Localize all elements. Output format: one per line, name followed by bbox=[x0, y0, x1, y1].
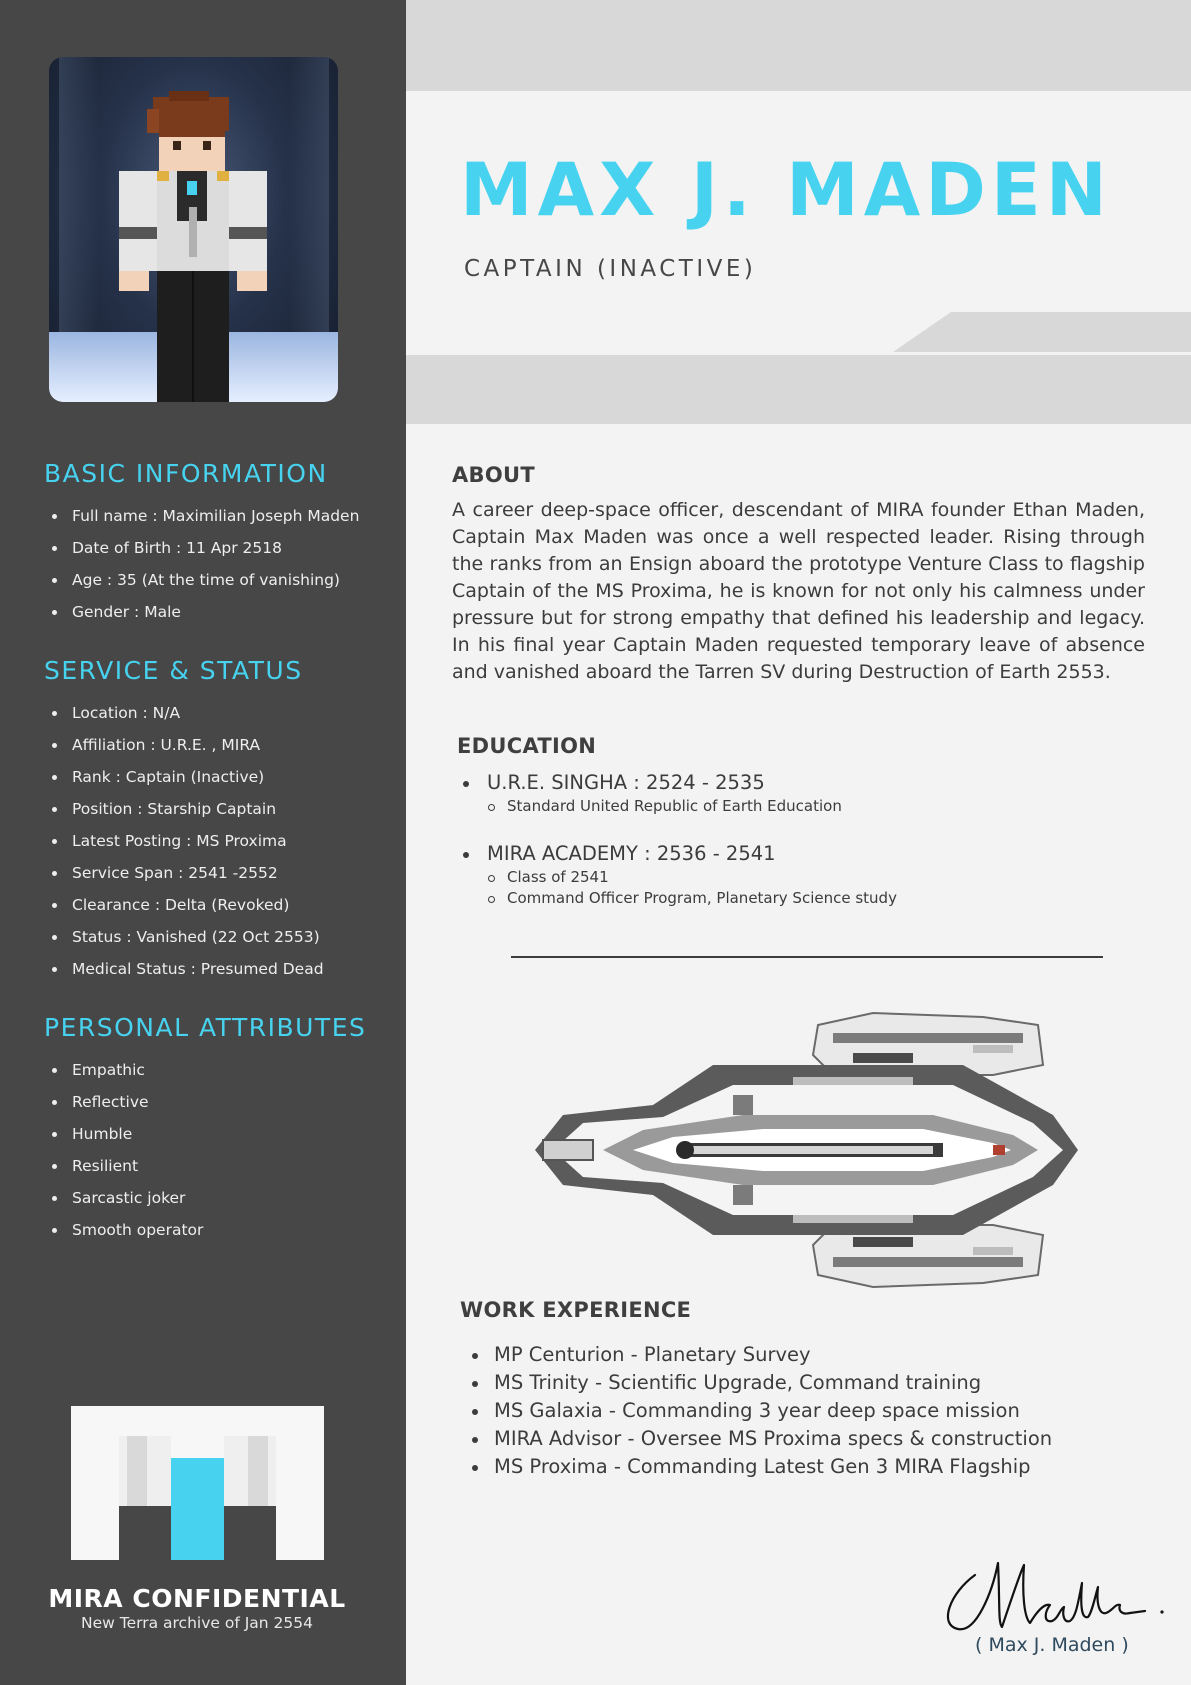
list-item: MS Trinity - Scientific Upgrade, Command training bbox=[470, 1369, 1052, 1397]
list-item: Position : Starship Captain bbox=[52, 793, 324, 825]
education-list bbox=[463, 841, 897, 909]
education-entry bbox=[463, 770, 842, 817]
work-experience-list bbox=[470, 1341, 1052, 1481]
list-item: Clearance : Delta (Revoked) bbox=[52, 889, 324, 921]
list-item: Medical Status : Presumed Dead bbox=[52, 953, 324, 985]
education-entry bbox=[463, 841, 897, 909]
list-item: MS Galaxia - Commanding 3 year deep space mission bbox=[470, 1397, 1052, 1425]
portrait-image bbox=[49, 57, 338, 402]
list-item: Status : Vanished (22 Oct 2553) bbox=[52, 921, 324, 953]
work-experience-heading: WORK EXPERIENCE bbox=[460, 1298, 692, 1322]
education-heading: EDUCATION bbox=[457, 734, 597, 758]
rank-subtitle: CAPTAIN (INACTIVE) bbox=[464, 256, 757, 282]
list-item: Resilient bbox=[52, 1150, 203, 1182]
avatar-figure bbox=[49, 57, 338, 402]
handwritten-signature bbox=[940, 1553, 1170, 1643]
list-item: Rank : Captain (Inactive) bbox=[52, 761, 324, 793]
list-item: Age : 35 (At the time of vanishing) bbox=[52, 564, 359, 596]
personal-attributes-title: PERSONAL ATTRIBUTES bbox=[44, 1013, 367, 1042]
education-detail: Standard United Republic of Earth Education bbox=[487, 796, 842, 817]
education-entry-title: MIRA ACADEMY : 2536 - 2541 bbox=[487, 842, 776, 865]
list-item: Location : N/A bbox=[52, 697, 324, 729]
basic-information-title: BASIC INFORMATION bbox=[44, 459, 328, 488]
mira-logo bbox=[71, 1406, 324, 1560]
education-details bbox=[487, 867, 897, 909]
education-detail: Command Officer Program, Planetary Science study bbox=[487, 888, 897, 909]
list-item: Sarcastic joker bbox=[52, 1182, 203, 1214]
signature-printed-name: ( Max J. Maden ) bbox=[975, 1634, 1129, 1656]
list-item: Full name : Maximilian Joseph Maden bbox=[52, 500, 359, 532]
list-item: MP Centurion - Planetary Survey bbox=[470, 1341, 1052, 1369]
list-item: MIRA Advisor - Oversee MS Proxima specs & construction bbox=[470, 1425, 1052, 1453]
list-item: Smooth operator bbox=[52, 1214, 203, 1246]
sidebar bbox=[0, 0, 406, 1685]
service-status-title: SERVICE & STATUS bbox=[44, 656, 303, 685]
list-item: Service Span : 2541 -2552 bbox=[52, 857, 324, 889]
education-entry-title: U.R.E. SINGHA : 2524 - 2535 bbox=[487, 771, 765, 794]
list-item: Humble bbox=[52, 1118, 203, 1150]
about-text: A career deep-space officer, descendant of MIRA founder Ethan Maden, Captain Max Maden was once a well respected leader. Rising through the ranks from an Ensign aboard the prototype Venture Class to flagship Captain of the MS Proxima, he is known for not only his calmness under pressure but for strong empathy that defined his leadership and legacy. In his final year Captain Maden requested temporary leave of absence and vanished aboard the Tarren SV during Destruction of Earth 2553. bbox=[452, 499, 1145, 683]
page-title: MAX J. MADEN bbox=[460, 148, 1112, 233]
service-status-list bbox=[52, 697, 324, 985]
section-divider bbox=[511, 956, 1103, 958]
about-heading: ABOUT bbox=[452, 463, 535, 487]
basic-information-list bbox=[52, 500, 359, 628]
list-item: Reflective bbox=[52, 1086, 203, 1118]
education-detail: Class of 2541 bbox=[487, 867, 897, 888]
header-band-bottom bbox=[406, 355, 1191, 424]
list-item: Gender : Male bbox=[52, 596, 359, 628]
list-item: Date of Birth : 11 Apr 2518 bbox=[52, 532, 359, 564]
education-details bbox=[487, 796, 842, 817]
header-wedge bbox=[893, 312, 1191, 352]
header-band-top bbox=[406, 0, 1191, 91]
list-item: Affiliation : U.R.E. , MIRA bbox=[52, 729, 324, 761]
starship-image bbox=[533, 1005, 1078, 1295]
brand-title: MIRA CONFIDENTIAL bbox=[48, 1584, 346, 1613]
brand-subtitle: New Terra archive of Jan 2554 bbox=[81, 1614, 313, 1632]
education-list bbox=[463, 770, 842, 817]
personal-attributes-list bbox=[52, 1054, 203, 1246]
list-item: Latest Posting : MS Proxima bbox=[52, 825, 324, 857]
list-item: Empathic bbox=[52, 1054, 203, 1086]
list-item: MS Proxima - Commanding Latest Gen 3 MIRA Flagship bbox=[470, 1453, 1052, 1481]
